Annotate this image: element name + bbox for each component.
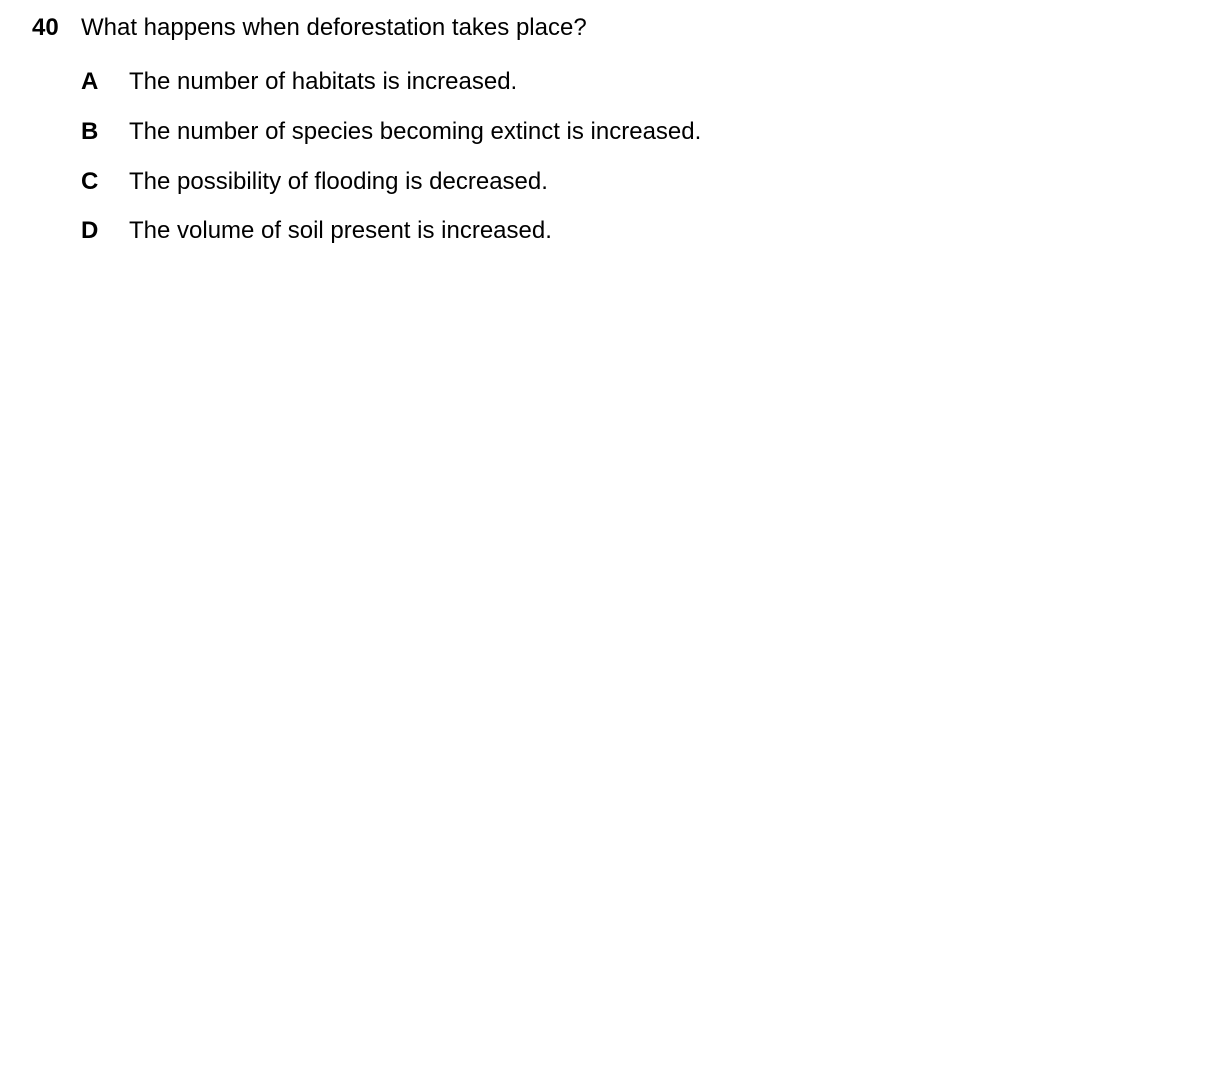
option-letter: B (81, 118, 99, 145)
option-text: The number of habitats is increased. (129, 68, 518, 95)
question-number: 40 (32, 14, 59, 41)
option-letter: A (81, 68, 99, 95)
question-text: What happens when deforestation takes place? (81, 14, 587, 41)
option-c (0, 166, 1209, 198)
option-d (0, 215, 1209, 247)
option-letter: D (81, 217, 99, 244)
option-letter: C (81, 168, 99, 195)
option-text: The possibility of flooding is decreased. (129, 168, 548, 195)
option-text: The number of species becoming extinct is increased. (129, 118, 702, 145)
option-a (0, 66, 1209, 98)
question-stem (0, 12, 1209, 44)
option-text: The volume of soil present is increased. (129, 217, 552, 244)
option-b (0, 116, 1209, 148)
